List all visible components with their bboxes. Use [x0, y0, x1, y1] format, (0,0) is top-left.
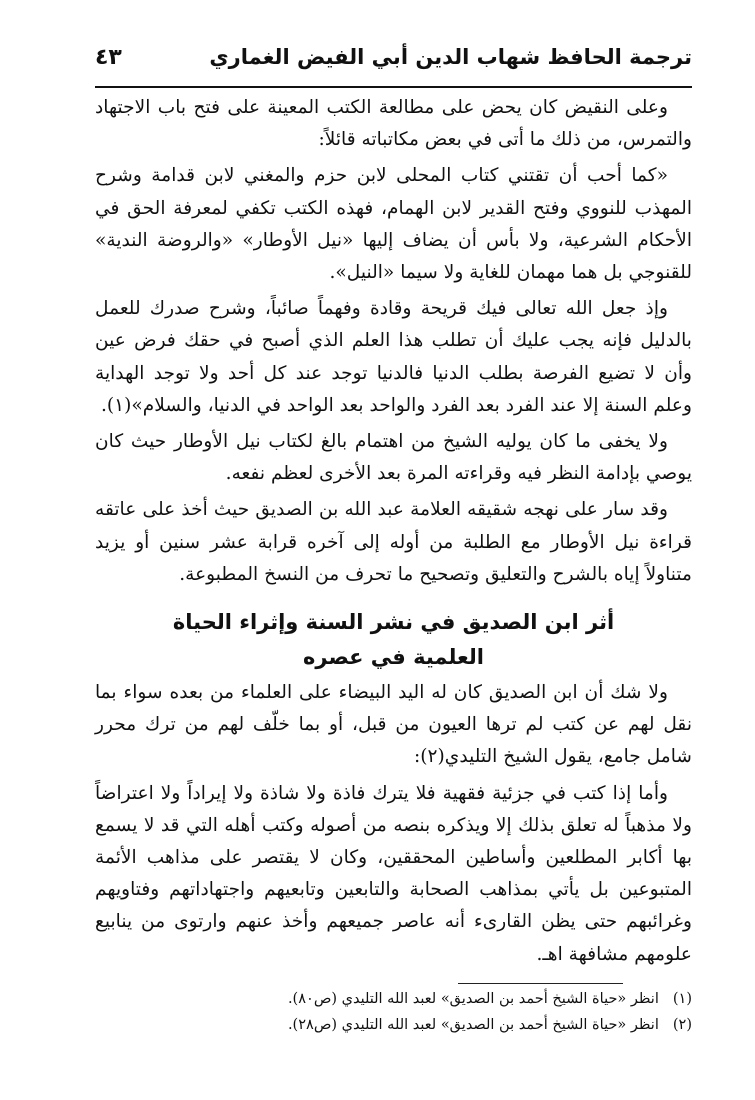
section-heading-line: أثر ابن الصديق في نشر السنة وإثراء الحياة — [172, 610, 615, 635]
footnote — [95, 986, 692, 1012]
footnote-rule — [458, 983, 623, 984]
paragraph: وأما إذا كتب في جزئية فقهية فلا يترك فاذة ولا شاذة ولا إيراداً ولا اعتراضاً ولا مذهباً له تعلق بذلك إلا ويذكره بنصه من أصوله وكتب أهله التي قد لا يسمع بها أكابر المطلعين وأساطين المحققين، وكان لا يقتصر على مذاهب الأئمة المتبوعين بل يأتي بمذاهب الصحابة والتابعين وتابعيهم واجتهاداتهم وفتاويهم وغرائبهم حتى يظن القارىء أنه عاصر جميعهم وأخذ عنهم وارتوى من ينابيع علومهم مشافهة اهـ. — [95, 782, 692, 965]
main-text — [95, 92, 692, 975]
page-number: ٤٣ — [95, 44, 122, 70]
section-heading — [95, 605, 692, 675]
paragraph: وعلى النقيض كان يحض على مطالعة الكتب المعينة على فتح باب الاجتهاد والتمرس، من ذلك ما أتى في بعض مكاتباته قائلاً: — [95, 97, 692, 151]
page-header — [95, 30, 692, 84]
paragraph: وقد سار على نهجه شقيقه العلامة عبد الله بن الصديق حيث أخذ على عاتقه قراءة نيل الأوطار مع الطلبة من أوله إلى آخره قرابة عشر سنين أو يزيد متناولاً إياه بالشرح والتعليق وتصحيح ما تحرف من النسخ المطبوعة. — [95, 499, 692, 585]
section-heading-line: العلمية في عصره — [302, 645, 484, 670]
paragraph: وإذ جعل الله تعالى فيك قريحة وقادة وفهماً صائباً، وشرح صدرك للعمل بالدليل فإنه يجب عليك أن تطلب هذا العلم الذي أصبح في حقك فرض عين وأن لا تضيع الفرصة بطلب الدنيا فالدنيا توجد عند كل أحد ولا توجد الهداية وعلم السنة إلا عند الفرد بعد الفرد والواحد بعد الواحد في الدنيا، والسلام»(١). — [95, 298, 692, 416]
footnote-text: انظر «حياة الشيخ أحمد بن الصديق» لعبد الله التليدي (ص٨٠). — [287, 991, 659, 1007]
running-head: ترجمة الحافظ شهاب الدين أبي الفيض الغماري — [209, 45, 692, 69]
paragraph: ولا يخفى ما كان يوليه الشيخ من اهتمام بالغ لكتاب نيل الأوطار حيث كان يوصي بإدامة النظر فيه وقراءته المرة بعد الأخرى لعظم نفعه. — [95, 431, 692, 485]
footnote — [95, 1012, 692, 1038]
header-rule — [95, 86, 692, 88]
paragraph: ولا شك أن ابن الصديق كان له اليد البيضاء على العلماء من بعده سواء بما نقل لهم عن كتب لم ترها العيون من قبل، أو بما خلّف لهم من ترك محرر شامل جامع، يقول الشيخ التليدي(٢): — [95, 682, 692, 768]
footnote-number: (٢) — [672, 1017, 692, 1033]
footnote-number: (١) — [672, 991, 692, 1007]
footnotes — [95, 986, 692, 1038]
footnote-text: انظر «حياة الشيخ أحمد بن الصديق» لعبد الله التليدي (ص٢٨). — [287, 1017, 659, 1033]
paragraph: «كما أحب أن تقتني كتاب المحلى لابن حزم والمغني لابن قدامة وشرح المهذب للنووي وفتح القدير لابن الهمام، فهذه الكتب تكفي لمعرفة الحق في الأحكام الشرعية، ولا بأس أن يضاف إليها «نيل الأوطار» «والروضة الندية» للقنوجي بل هما مهمان للغاية ولا سيما «النيل». — [95, 165, 692, 284]
